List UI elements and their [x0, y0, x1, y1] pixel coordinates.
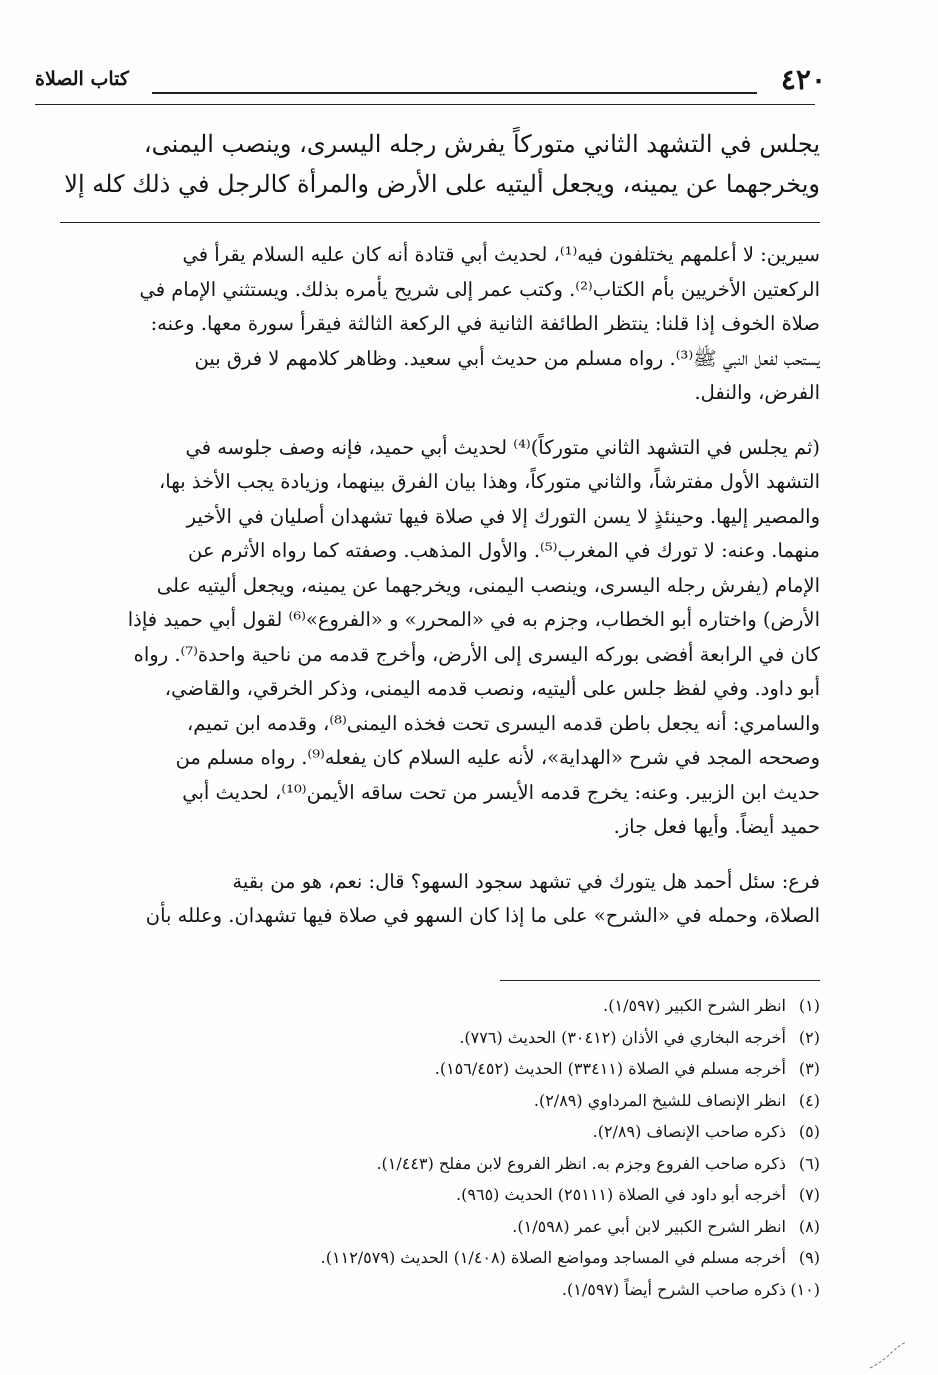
commentary-line: سيرين: لا أعلمهم يختلفون فيه⁽¹⁾، لحديث أبي قتادة أنه كان عليه السلام يقرأ في	[182, 243, 820, 266]
footnote-text: انظر الإنصاف للشيخ المرداوي (٢/٨٩).	[533, 1090, 786, 1110]
commentary-line: حديث ابن الزبير. وعنه: يخرج قدمه الأيسر من تحت ساقه الأيمن⁽¹⁰⁾، لحديث أبي	[182, 780, 820, 804]
commentary-line: (ثم يجلس في التشهد الثاني متوركاً)⁽⁴⁾ لحديث أبي حميد، فإنه وصف جلوسه في	[185, 435, 820, 459]
footnote-number: (٤)	[798, 1090, 820, 1110]
footnote-number: (٨)	[798, 1216, 820, 1236]
commentary-line: والسامري: أنه يجعل باطن قدمه اليسرى تحت فخذه اليمنى⁽⁸⁾، وقدمه ابن تميم،	[187, 711, 820, 735]
commentary-line: الفرض، والنفل.	[694, 381, 820, 404]
commentary-line: الأرض) واختاره أبو الخطاب، وجزم به في «المحرر» و «الفروع»⁽⁶⁾ لقول أبي حميد فإذا	[127, 608, 820, 631]
footnote-text: ذكره صاحب الإنصاف (٢/٨٩).	[592, 1122, 786, 1141]
footnote	[60, 1148, 820, 1180]
footnote-number: (١٠)	[790, 1279, 820, 1299]
footnote-text: ذكره صاحب الفروع وجزم به. انظر الفروع لابن مفلح (١/٤٤٣).	[376, 1153, 786, 1173]
footnote-text: انظر الشرح الكبير لابن أبي عمر (١/٥٩٨).	[512, 1216, 786, 1236]
footnote	[60, 990, 820, 1022]
page-number: ٤٢٠	[780, 63, 826, 96]
commentary-line: صلاة الخوف إذا قلنا: ينتظر الطائفة الثانية في الركعة الثالثة فيقرأ سورة معها. وعنه:	[150, 312, 820, 335]
footnotes	[60, 990, 820, 1305]
commentary-line: الركعتين الأخريين بأم الكتاب⁽²⁾. وكتب عمر إلى شريح يأمره بذلك. ويستثني الإمام في	[139, 277, 820, 301]
commentary-line: منهما. وعنه: لا تورك في المغرب⁽⁵⁾. والأول المذهب. وصفته كما رواه الأثرم عن	[188, 539, 820, 562]
footnote	[60, 1022, 820, 1054]
commentary-line: كان في الرابعة أفضى بوركه اليسرى إلى الأرض، وأخرج قدمه من ناحية واحدة⁽⁷⁾. رواه	[133, 642, 820, 666]
main-text-line: ويخرجهما عن يمينه، ويجعل أليتيه على الأرض والمرأة كالرجل في ذلك كله إلا	[64, 170, 820, 198]
running-title: كتاب الصلاة	[35, 68, 129, 90]
pencil-mark	[868, 1340, 908, 1370]
commentary	[52, 238, 820, 934]
footnote-number: (١)	[798, 996, 820, 1015]
footnote-number: (٧)	[798, 1185, 820, 1204]
footnote	[60, 1242, 820, 1274]
header-underline	[35, 104, 815, 105]
footnote-number: (٣)	[798, 1059, 820, 1078]
commentary-line: وصححه المجد في شرح «الهداية»، لأنه عليه السلام كان يفعله⁽⁹⁾. رواه مسلم من	[175, 746, 820, 769]
footnote	[60, 1085, 820, 1117]
commentary-paragraph	[52, 238, 820, 411]
commentary-line: حميد أيضاً. وأيها فعل جاز.	[613, 815, 820, 838]
header-rule	[152, 92, 757, 94]
footnote-text: ذكره صاحب الشرح أيضاً (١/٥٩٧).	[561, 1279, 786, 1299]
footnote	[60, 1053, 820, 1085]
commentary-line: يستحب لفعل النبي ﷺ⁽³⁾. رواه مسلم من حديث أبي سعيد. وظاهر كلامهم لا فرق بين	[194, 346, 820, 370]
commentary-line: فرع: سئل أحمد هل يتورك في تشهد سجود السهو؟ قال: نعم، هو من بقية	[232, 869, 820, 893]
footnote-number: (٩)	[798, 1248, 820, 1267]
footnote-separator	[500, 980, 820, 981]
footnote-text: أخرجه مسلم في المساجد ومواضع الصلاة (١/٤٠٨) الحديث (١١٢/٥٧٩).	[320, 1248, 786, 1267]
commentary-paragraph	[52, 431, 820, 845]
commentary-line: والمصير إليها. وحينئذٍ لا يسن التورك إلا في صلاة فيها تشهدان أصليان في الأخير	[186, 504, 820, 528]
footnote	[60, 1179, 820, 1211]
footnote-number: (٦)	[798, 1153, 820, 1173]
footnote	[60, 1211, 820, 1243]
footnote-text: أخرجه أبو داود في الصلاة (٢٥١١١) الحديث (٩٦٥).	[456, 1185, 786, 1204]
commentary-line: الإمام (يفرش رجله اليسرى، وينصب اليمنى، ويخرجهما عن يمينه، ويجعل أليتيه على	[156, 573, 820, 597]
commentary-line: أبو داود. وفي لفظ جلس على أليتيه، ونصب قدمه اليمنى، وذكر الخرقي، والقاضي،	[164, 677, 820, 700]
main-text-line: يجلس في التشهد الثاني متوركاً يفرش رجله اليسرى، وينصب اليمنى،	[143, 130, 820, 158]
main-commentary-separator	[60, 222, 820, 223]
footnote-text: أخرجه مسلم في الصلاة (٣٣٤١١) الحديث (١٥٦/٤٥٢).	[434, 1059, 786, 1078]
footnote-text: أخرجه البخاري في الأذان (٣٠٤١٢) الحديث (٧٧٦).	[459, 1027, 786, 1047]
commentary-line: التشهد الأول مفترشاً، والثاني متوركاً، وهذا بيان الفرق بينهما، وزيادة يجب الأخذ بها،	[159, 470, 820, 493]
commentary-line: الصلاة، وحمله في «الشرح» على ما إذا كان السهو في صلاة فيها تشهدان. وعلله بأن	[145, 904, 820, 927]
main-text	[35, 124, 820, 204]
footnote	[60, 1274, 820, 1306]
footnote-text: انظر الشرح الكبير (١/٥٩٧).	[603, 996, 786, 1015]
footnote-number: (٥)	[798, 1122, 820, 1141]
commentary-paragraph	[52, 865, 820, 934]
footnote	[60, 1116, 820, 1148]
footnote-number: (٢)	[798, 1027, 820, 1047]
